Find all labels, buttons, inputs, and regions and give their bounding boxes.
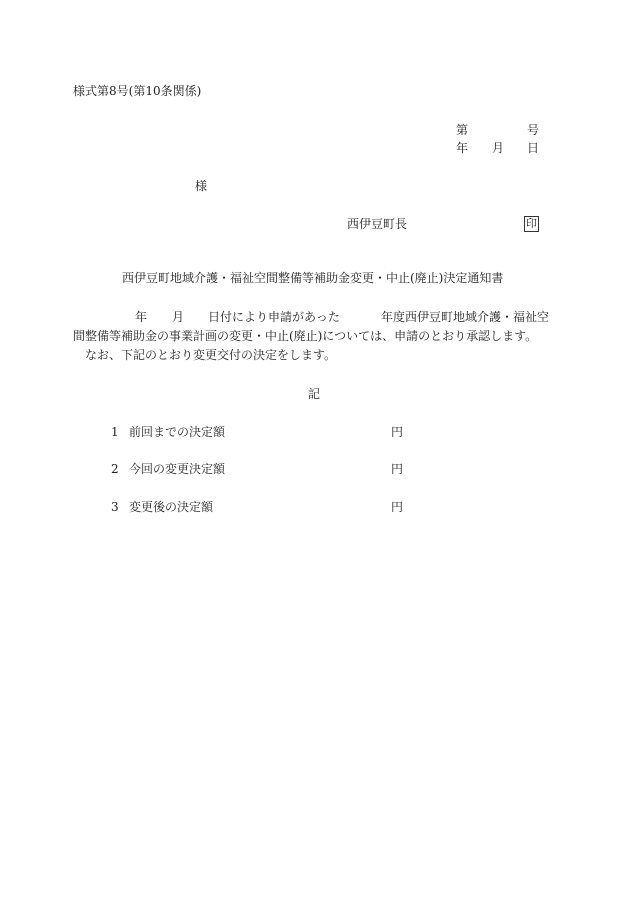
number-suffix: 号: [527, 123, 540, 137]
item-label: 前回までの決定額: [129, 425, 226, 439]
item-number: 2: [111, 462, 119, 476]
date-month: 月: [492, 141, 505, 155]
body-text-b: 年度西伊豆町地域介護・福祉空: [381, 310, 550, 324]
seal-label: 印: [526, 217, 537, 230]
body-year: 年: [135, 310, 148, 324]
item-unit: 円: [391, 425, 404, 439]
form-number: 様式第8号(第10条関係): [73, 84, 202, 98]
item-number: 3: [111, 500, 119, 514]
addressee-suffix: 様: [195, 179, 208, 193]
issuer-title: 西伊豆町長: [347, 217, 408, 231]
seal-mark: [524, 216, 539, 232]
ki-heading: 記: [308, 387, 321, 401]
body-line-2: 間整備等補助金の事業計画の変更・中止(廃止)については、申請のとおり承認します。: [73, 329, 538, 343]
number-prefix: 第: [456, 123, 469, 137]
date-day: 日: [527, 141, 540, 155]
body-text-a: 日付により申請があった: [208, 310, 340, 324]
item-unit: 円: [391, 500, 404, 514]
body-line-3: なお、下記のとおり変更交付の決定をします。: [85, 348, 337, 362]
document-title: 西伊豆町地域介護・福祉空間整備等補助金変更・中止(廃止)決定通知書: [122, 271, 504, 285]
item-number: 1: [111, 425, 119, 439]
date-year: 年: [456, 141, 469, 155]
body-month: 月: [172, 310, 185, 324]
item-label: 変更後の決定額: [129, 500, 214, 514]
item-unit: 円: [391, 462, 404, 476]
item-label: 今回の変更決定額: [129, 462, 226, 476]
